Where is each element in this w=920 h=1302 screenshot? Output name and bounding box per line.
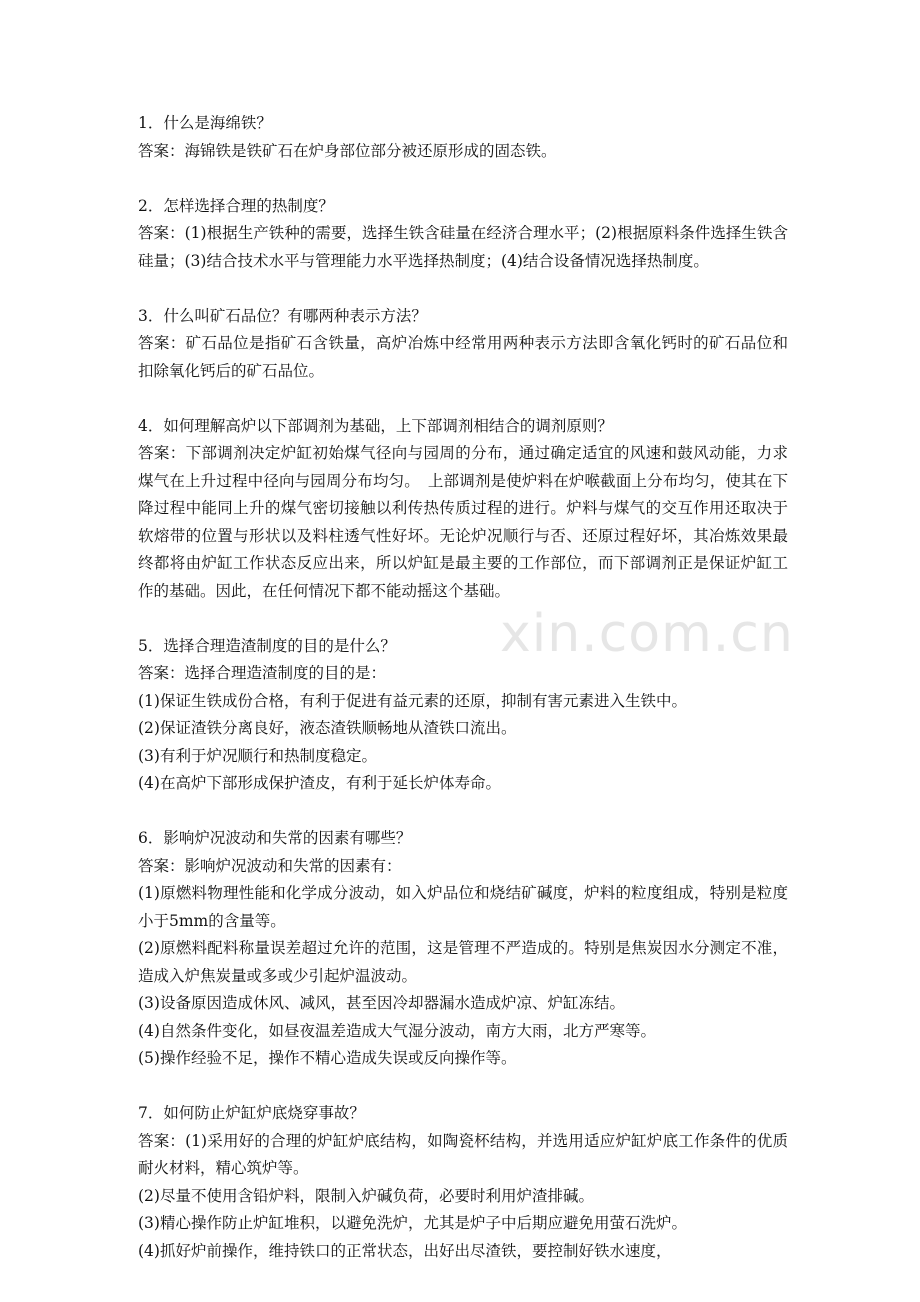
- answer-5-line-2: (1)保证生铁成份合格，有利于促进有益元素的还原，抑制有害元素进入生铁中。: [138, 691, 687, 710]
- qa-item-5: [138, 633, 788, 798]
- answer-7-line-1: 答案：(1)采用好的合理的炉缸炉底结构，如陶瓷杯结构，并选用适应炉缸炉底工作条件的优质耐火材料，精心筑炉等。: [138, 1131, 788, 1177]
- answer-3-line-1: 答案：矿石品位是指矿石含铁量，高炉冶炼中经常用两种表示方法即含氧化钙时的矿石品位和扣除氧化钙后的矿石品位。: [138, 334, 788, 380]
- answer-5-line-4: (3)有利于炉况顺行和热制度稳定。: [138, 746, 377, 765]
- answer-7-line-2: (2)尽量不使用含铅炉料，限制入炉碱负荷，必要时利用炉渣排碱。: [138, 1186, 594, 1205]
- question-4: 4．如何理解高炉以下部调剂为基础，上下部调剂相结合的调剂原则？: [138, 416, 613, 435]
- qa-item-3: [138, 303, 788, 386]
- answer-5-line-5: (4)在高炉下部形成保护渣皮，有利于延长炉体寿命。: [138, 774, 501, 792]
- answer-2-line-1: 答案：(1)根据生产铁种的需要，选择生铁含硅量在经济合理水平；(2)根据原料条件选择生铁含硅量；(3)结合技术水平与管理能力水平选择热制度；(4)结合设备情况选择热制度。: [138, 224, 788, 270]
- answer-1-line-1: 答案：海锦铁是铁矿石在炉身部位部分被还原形成的固态铁。: [138, 141, 557, 160]
- question-5: 5．选择合理造渣制度的目的是什么？: [138, 636, 396, 655]
- answer-5-line-1: 答案：选择合理造渣制度的目的是：: [138, 664, 387, 682]
- answer-6-line-3: (2)原燃料配料称量误差超过允许的范围，这是管理不严造成的。特别是焦炭因水分测定不准，造成入炉焦炭量或多或少引起炉温波动。: [138, 939, 788, 985]
- question-7: 7．如何防止炉缸炉底烧穿事故？: [138, 1104, 365, 1122]
- answer-6-line-5: (4)自然条件变化，如昼夜温差造成大气湿分波动，南方大雨，北方严寒等。: [138, 1021, 656, 1040]
- answer-6-line-6: (5)操作经验不足，操作不精心造成失误或反向操作等。: [138, 1049, 517, 1067]
- qa-item-6: [138, 825, 788, 1073]
- question-6: 6．影响炉况波动和失常的因素有哪些？: [138, 829, 412, 847]
- answer-4-line-1: 答案：下部调剂决定炉缸初始煤气径向与园周的分布，通过确定适宜的风速和鼓风动能，力求煤气在上升过程中径向与园周分布均匀。 上部调剂是使炉料在炉喉截面上分布均匀，使其在下降过程中能同上升的煤气密切接触以利传热传质过程的进行。炉料与煤气的交互作用还取决于软熔带的位置与形状以及料柱透气性好坏。无论炉况顺行与否、还原过程好坏，其冶炼效果最终都将由炉缸工作状态反应出来，所以炉缸是最主要的工作部位，而下部调剂正是保证炉缸工作的基础。因此，在任何情况下都不能动摇这个基础。: [138, 444, 788, 600]
- answer-5-line-3: (2)保证渣铁分离良好，液态渣铁顺畅地从渣铁口流出。: [138, 719, 517, 737]
- qa-item-7: [138, 1100, 788, 1265]
- answer-6-line-2: (1)原燃料物理性能和化学成分波动，如入炉品位和烧结矿碱度，炉料的粒度组成，特别是粒度小于5mm的含量等。: [138, 884, 788, 930]
- question-2: 2．怎样选择合理的热制度？: [138, 196, 334, 215]
- qa-item-4: [138, 413, 788, 606]
- answer-6-line-4: (3)设备原因造成休风、减风，甚至因冷却器漏水造成炉凉、炉缸冻结。: [138, 994, 625, 1012]
- answer-7-line-3: (3)精心操作防止炉缸堆积，以避免洗炉，尤其是炉子中后期应避免用萤石洗炉。: [138, 1214, 687, 1232]
- answer-7-line-4: (4)抓好炉前操作，维持铁口的正常状态，出好出尽渣铁，要控制好铁水速度，: [138, 1241, 672, 1260]
- question-3: 3．什么叫矿石品位？有哪两种表示方法？: [138, 306, 427, 325]
- watermark: xin.com.cn: [500, 604, 794, 664]
- answer-6-line-1: 答案：影响炉况波动和失常的因素有：: [138, 856, 402, 875]
- qa-item-1: [138, 110, 788, 165]
- qa-item-2: [138, 193, 788, 276]
- document-body: [138, 110, 788, 1265]
- question-1: 1．什么是海绵铁？: [138, 114, 272, 132]
